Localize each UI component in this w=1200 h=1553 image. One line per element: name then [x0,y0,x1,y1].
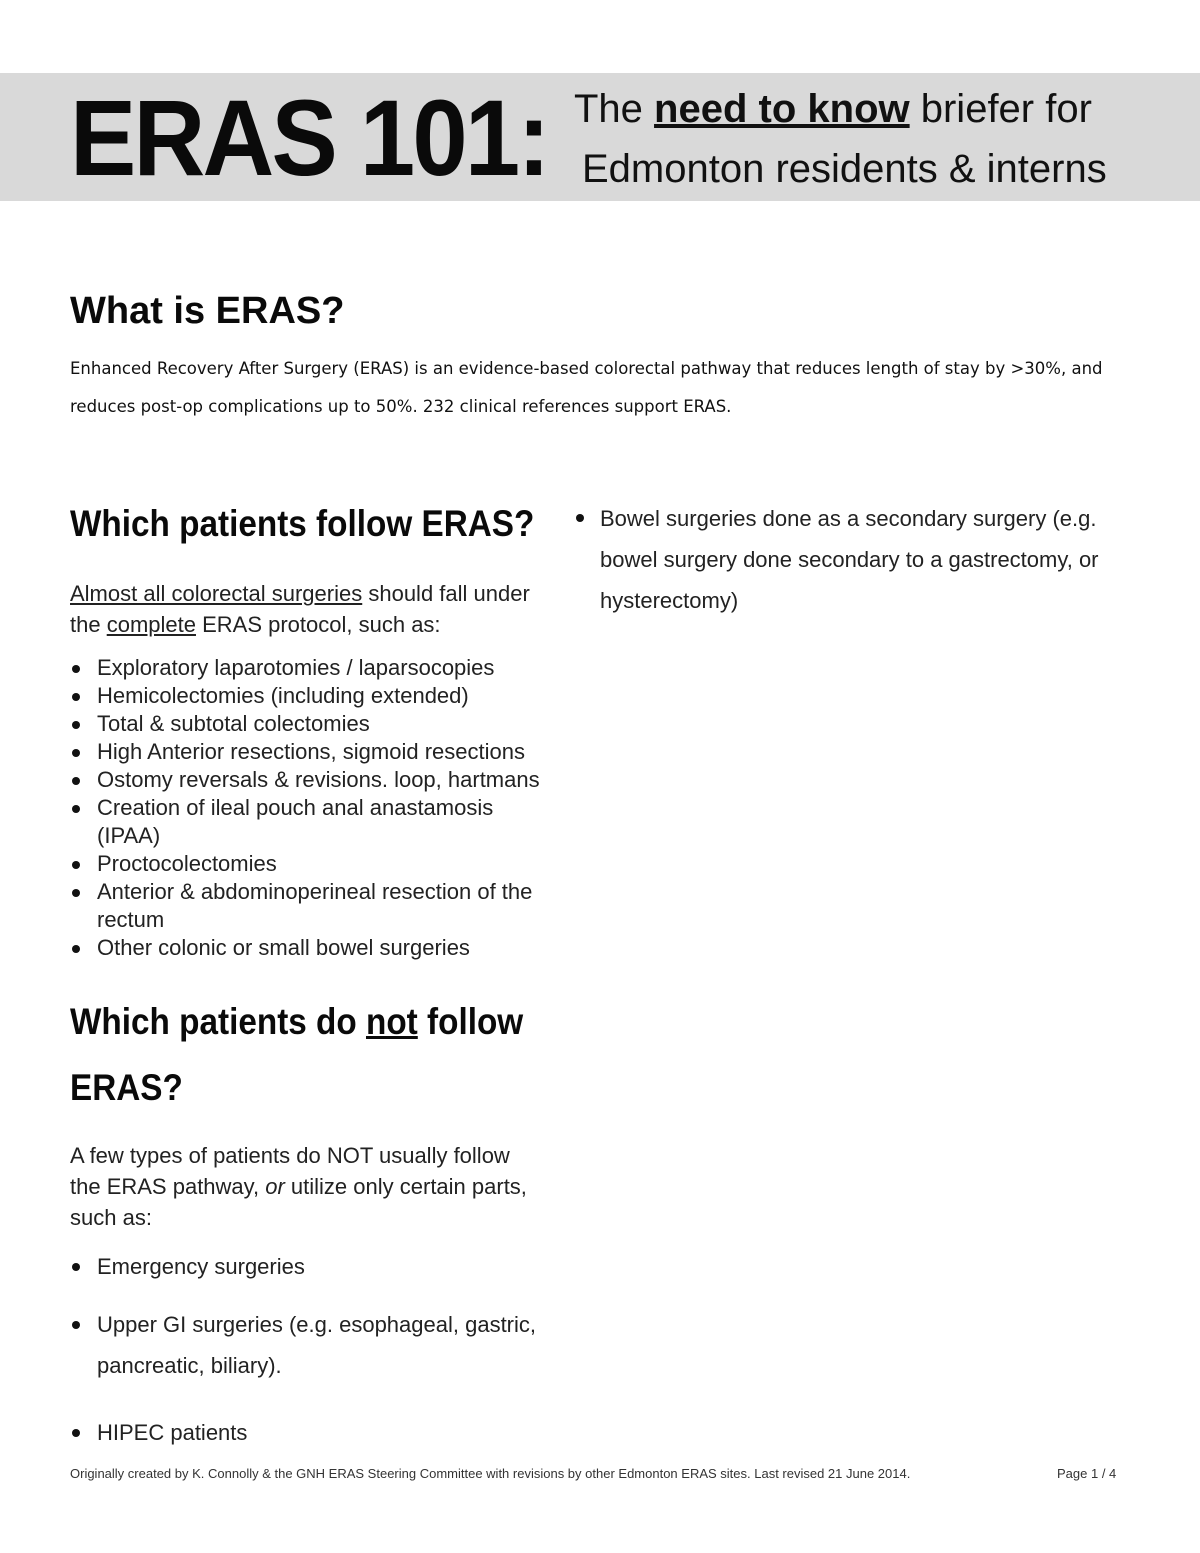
subtitle-emphasis: need to know [654,87,910,131]
list-item: High Anterior resections, sigmoid resections [70,738,560,766]
bullet-icon [72,805,80,813]
list-item: Total & subtotal colectomies [70,710,560,738]
bullet-icon [72,777,80,785]
which-not-follow-heading: Which patients do not follow ERAS? [70,1001,524,1108]
what-is-eras-heading: What is ERAS? [70,290,345,332]
list-item: Other colonic or small bowel surgeries [70,934,560,962]
which-not-follow-intro: A few types of patients do NOT usually follow the ERAS pathway, or utilize only certain parts, such as: [70,1143,527,1230]
list-item: Hemicolectomies (including extended) [70,682,560,710]
which-follow-intro: Almost all colorectal surgeries should fall under the complete ERAS protocol, such as: [70,581,530,637]
page-number: Page 1 / 4 [1057,1466,1117,1481]
bullet-icon [72,1321,80,1329]
bullet-icon [72,721,80,729]
subtitle-line-1: The need to know briefer for [574,87,1092,131]
bullet-icon [72,665,80,673]
bullet-icon [72,945,80,953]
follow-eras-list-continued [574,498,1154,621]
not-follow-eras-list [70,1246,550,1453]
bullet-icon [72,749,80,757]
list-item: Anterior & abdominoperineal resection of the rectum [70,878,560,934]
bullet-icon [72,1429,80,1437]
bullet-icon [72,889,80,897]
list-item: HIPEC patients [70,1412,550,1453]
bullet-icon [72,693,80,701]
subtitle-line-2: Edmonton residents & interns [582,147,1107,191]
what-is-eras-body: Enhanced Recovery After Surgery (ERAS) is an evidence-based colorectal pathway that reduces length of stay by >30%, and reduces post-op complications up to 50%. 232 clinical references support ERAS. [70,359,1103,416]
bullet-icon [576,514,584,522]
list-item: Exploratory laparotomies / laparsocopies [70,654,560,682]
list-item: Proctocolectomies [70,850,560,878]
list-item: Ostomy reversals & revisions. loop, hartmans [70,766,560,794]
bullet-icon [72,1263,80,1271]
list-item: Emergency surgeries [70,1246,550,1287]
follow-eras-list [70,654,560,962]
list-item: Creation of ileal pouch anal anastamosis (IPAA) [70,794,560,850]
page-title: ERAS 101: [70,77,548,198]
bullet-icon [72,861,80,869]
footer-credit: Originally created by K. Connolly & the GNH ERAS Steering Committee with revisions by other Edmonton ERAS sites. Last revised 21 June 2014. [70,1466,911,1481]
which-follow-heading: Which patients follow ERAS? [70,503,535,544]
list-item: Upper GI surgeries (e.g. esophageal, gastric, pancreatic, biliary). [70,1304,550,1386]
list-item: Bowel surgeries done as a secondary surgery (e.g. bowel surgery done secondary to a gastrectomy, or hysterectomy) [574,498,1154,621]
